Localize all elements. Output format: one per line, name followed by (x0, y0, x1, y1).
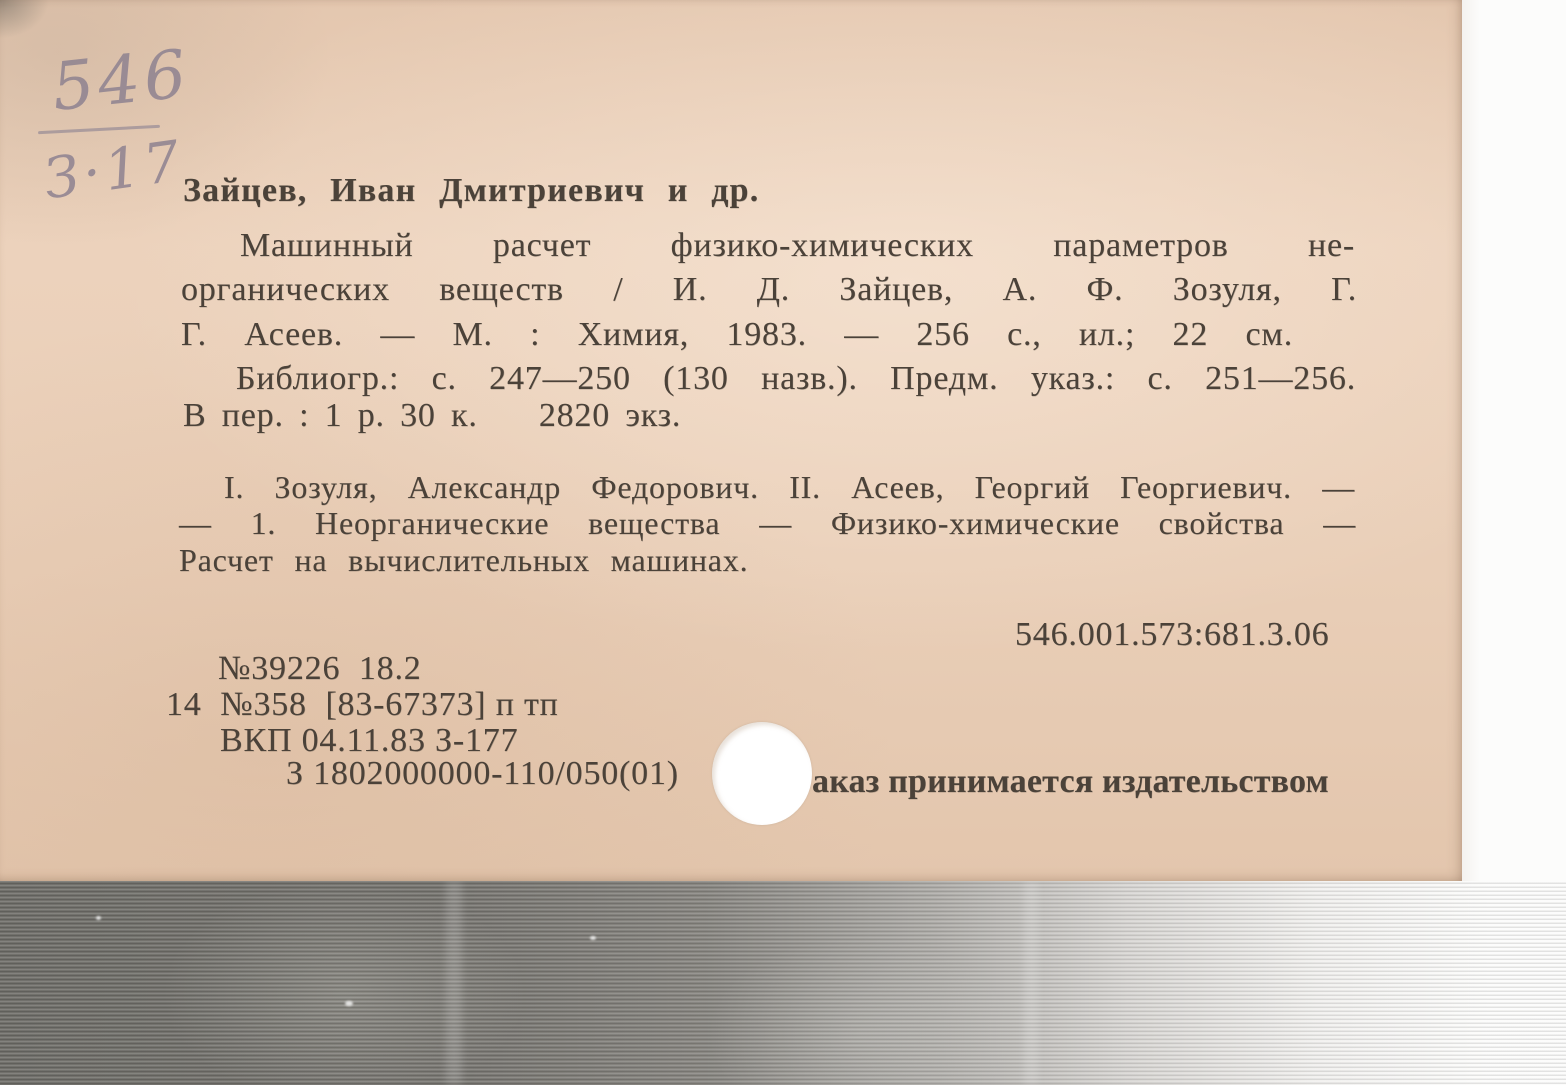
tracing-line-2: — 1. Неорганические вещества — Физико-химические свойства — (179, 505, 1356, 541)
bibliography-note-line: Библиогр.: с. 247—250 (130 назв.). Предм. указ.: с. 251—256. (236, 360, 1356, 397)
vkp-date-line: ВКП 04.11.83 З-177 (220, 722, 519, 759)
scan-speck (96, 916, 101, 920)
order-number-line: №39226 18.2 (218, 650, 422, 687)
scan-scratch (446, 881, 462, 1085)
price-copies-line: В пер. : 1 р. 30 к. 2820 экз. (183, 397, 682, 434)
punched-hole (712, 722, 812, 825)
batch-number-line: 14 №358 [83-67373] п тп (166, 686, 559, 723)
author-heading: Зайцев, Иван Дмитриевич и др. (183, 172, 760, 209)
scanner-background (0, 881, 1566, 1085)
scan-speck (590, 936, 596, 940)
tracing-line-3: Расчет на вычислительных машинах. (179, 542, 749, 578)
scan-white-margin (1462, 0, 1566, 881)
call-number-class: 546 (48, 34, 194, 127)
call-number-cutter: З·17 (40, 128, 188, 213)
publisher-order-note: аказ принимается издательством (812, 763, 1329, 800)
imprint-line: Г. Асеев. — М. : Химия, 1983. — 256 с., ил.; 22 см. (181, 316, 1293, 353)
tracing-line-1: I. Зозуля, Александр Федорович. II. Асеев, Георгий Георгиевич. — (224, 469, 1355, 505)
title-line-1: Машинный расчет физико-химических параметров не- (240, 227, 1355, 264)
publication-code: З 1802000000-110/050(01) (286, 755, 679, 792)
udc-number: 546.001.573:681.3.06 (1015, 616, 1330, 653)
title-line-2: органических веществ / И. Д. Зайцев, А. Ф. Зозуля, Г. (181, 271, 1357, 308)
scan-speck (345, 1001, 353, 1006)
scan-scratch (1024, 881, 1038, 1085)
